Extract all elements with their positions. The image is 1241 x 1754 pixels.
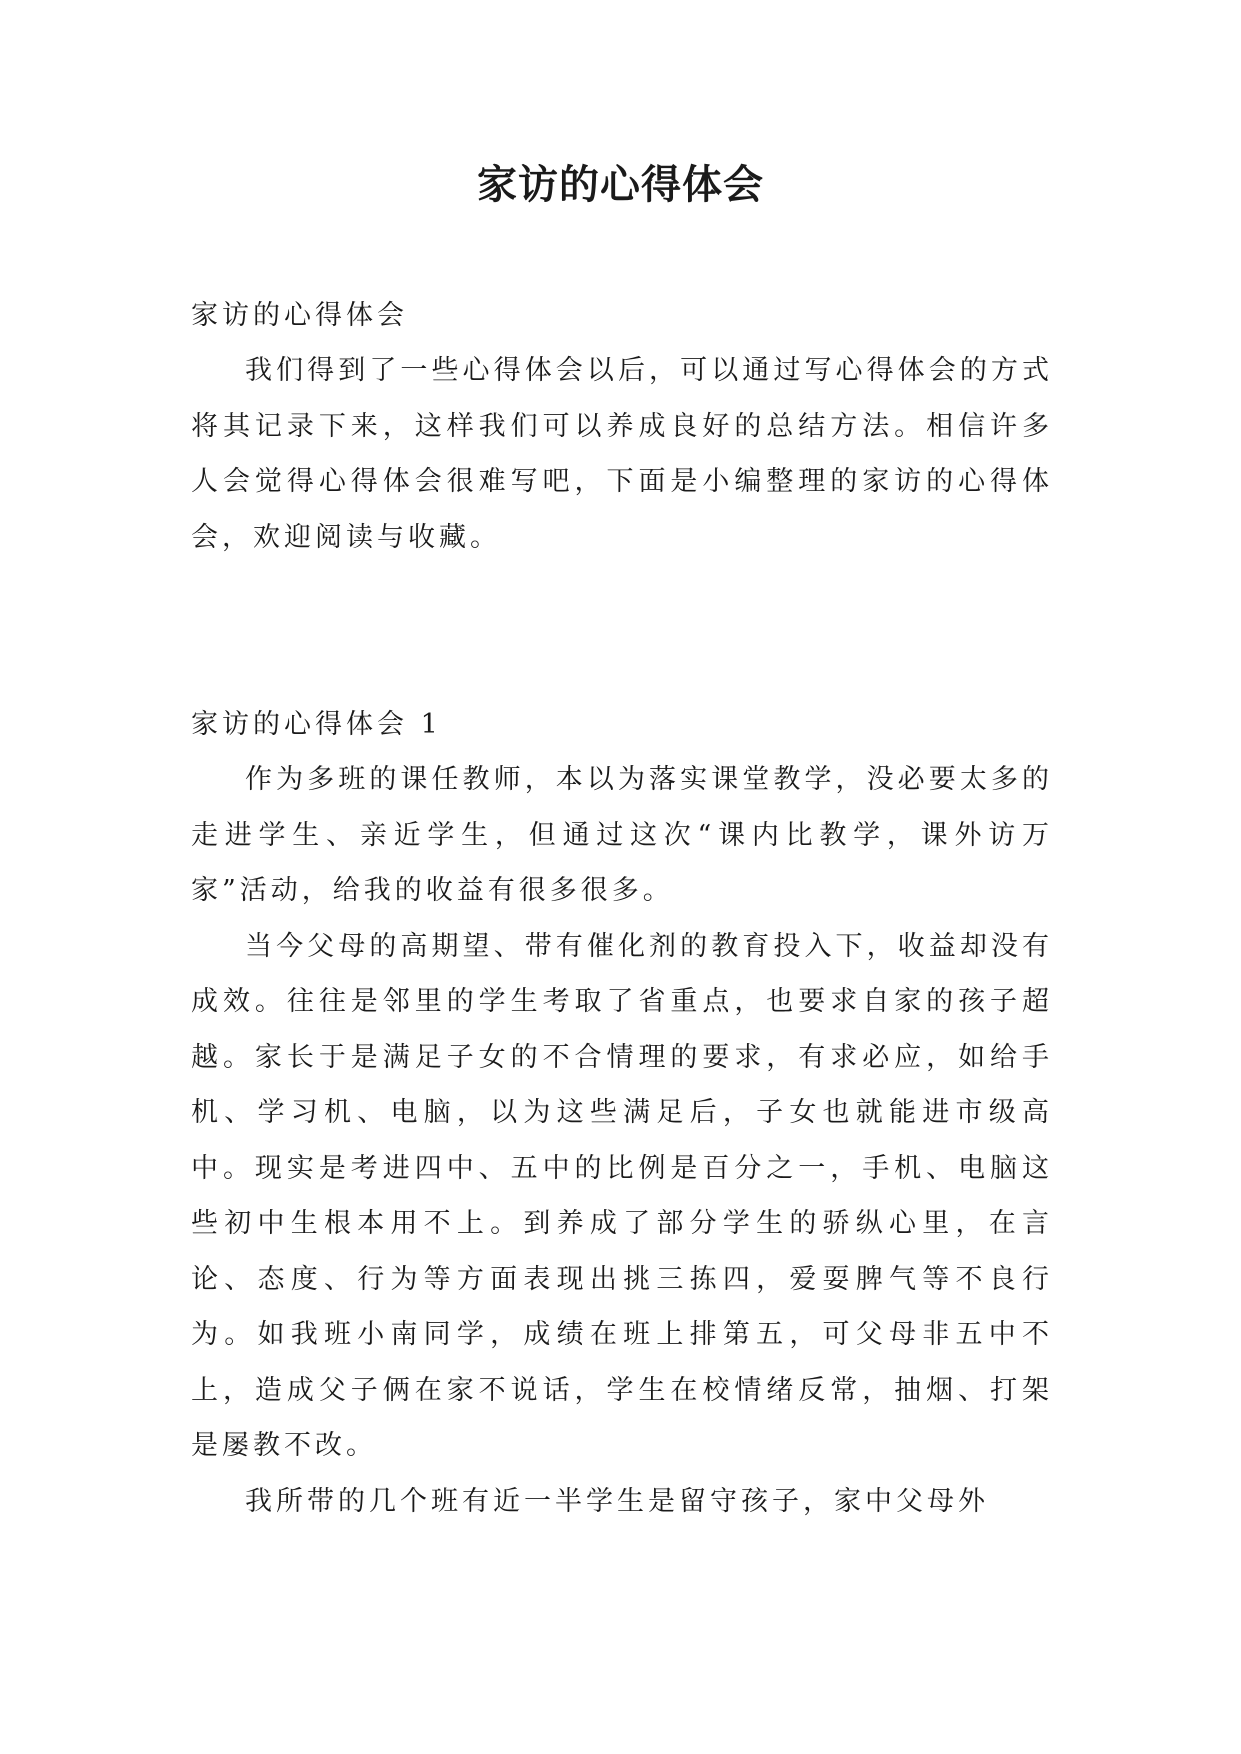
intro-paragraph: 我们得到了一些心得体会以后，可以通过写心得体会的方式将其记录下来，这样我们可以养成良好的总结方法。相信许多人会觉得心得体会很难写吧，下面是小编整理的家访的心得体会，欢迎阅读与收藏。 [191,355,1053,553]
section-1-paragraph: 我所带的几个班有近一半学生是留守孩子，家中父母外 [245,1485,989,1517]
intro-section [191,343,1053,565]
section-1-body [191,752,1053,1529]
section-1-paragraph: 作为多班的课任教师，本以为落实课堂教学，没必要太多的走进学生、亲近学生，但通过这次“课内比教学，课外访万家”活动，给我的收益有很多很多。 [191,764,1053,906]
section-1-heading: 家访的心得体会 1 [191,709,442,740]
intro-heading: 家访的心得体会 [191,300,408,331]
document-title: 家访的心得体会 [477,161,764,208]
section-1-paragraph: 当今父母的高期望、带有催化剂的教育投入下，收益却没有成效。往往是邻里的学生考取了省重点，也要求自家的孩子超越。家长于是满足子女的不合情理的要求，有求必应，如给手机、学习机、电脑，以为这些满足后，子女也就能进市级高中。现实是考进四中、五中的比例是百分之一，手机、电脑这些初中生根本用不上。到养成了部分学生的骄纵心里，在言论、态度、行为等方面表现出挑三拣四，爱耍脾气等不良行为。如我班小南同学，成绩在班上排第五，可父母非五中不上，造成父子俩在家不说话，学生在校情绪反常，抽烟、打架是屡教不改。 [191,930,1053,1461]
